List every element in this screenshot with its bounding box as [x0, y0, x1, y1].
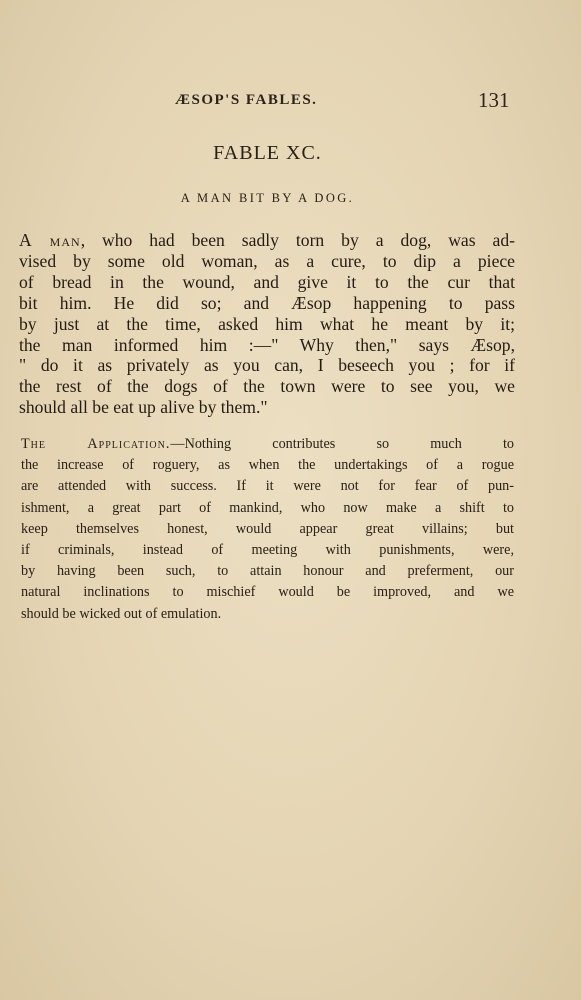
application-line-text: —Nothing contributes so much to — [170, 436, 514, 452]
application-label: The Application. — [21, 436, 171, 452]
page-number: 131 — [478, 88, 510, 112]
fable-line: the rest of the dogs of the town were to see you, we — [19, 376, 515, 397]
application-line: are attended with success. If it were not for fear of pun- — [21, 478, 514, 495]
fable-title: FABLE XC. — [213, 142, 322, 164]
application-line: should be wicked out of emulation. — [21, 605, 222, 622]
fable-line: " do it as privately as you can, I beseech you ; for if — [19, 355, 515, 376]
fable-line: of bread in the wound, and give it to the cur that — [19, 271, 515, 292]
application-line: the increase of roguery, as when the undertakings of a rogue — [21, 457, 514, 474]
fable-line-text: , who had been sadly torn by a dog, was ad- — [80, 230, 515, 250]
application-line: ishment, a great part of mankind, who now make a shift to — [21, 499, 514, 516]
fable-line: by just at the time, asked him what he meant by it; — [19, 313, 515, 334]
fable-body — [19, 230, 515, 418]
opening-word: A man — [19, 230, 81, 250]
application-line: if criminals, instead of meeting with punishments, were, — [21, 542, 514, 559]
fable-line: the man informed him :—" Why then," says Æsop, — [19, 334, 515, 355]
application-line: by having been such, to attain honour and preferment, our — [21, 563, 514, 580]
fable-line: vised by some old woman, as a cure, to dip a piece — [19, 250, 515, 271]
application-paragraph — [21, 434, 514, 625]
fable-line: should all be eat up alive by them." — [19, 397, 268, 418]
fable-line — [19, 230, 515, 251]
application-line: keep themselves honest, would appear great villains; but — [21, 520, 514, 537]
application-line — [21, 434, 514, 455]
fable-subtitle: A MAN BIT BY A DOG. — [180, 191, 355, 205]
application-line: natural inclinations to mischief would be improved, and we — [21, 584, 514, 601]
running-head — [0, 88, 581, 116]
fable-line: bit him. He did so; and Æsop happening to pass — [19, 292, 515, 313]
running-title: ÆSOP'S FABLES. — [175, 92, 318, 108]
